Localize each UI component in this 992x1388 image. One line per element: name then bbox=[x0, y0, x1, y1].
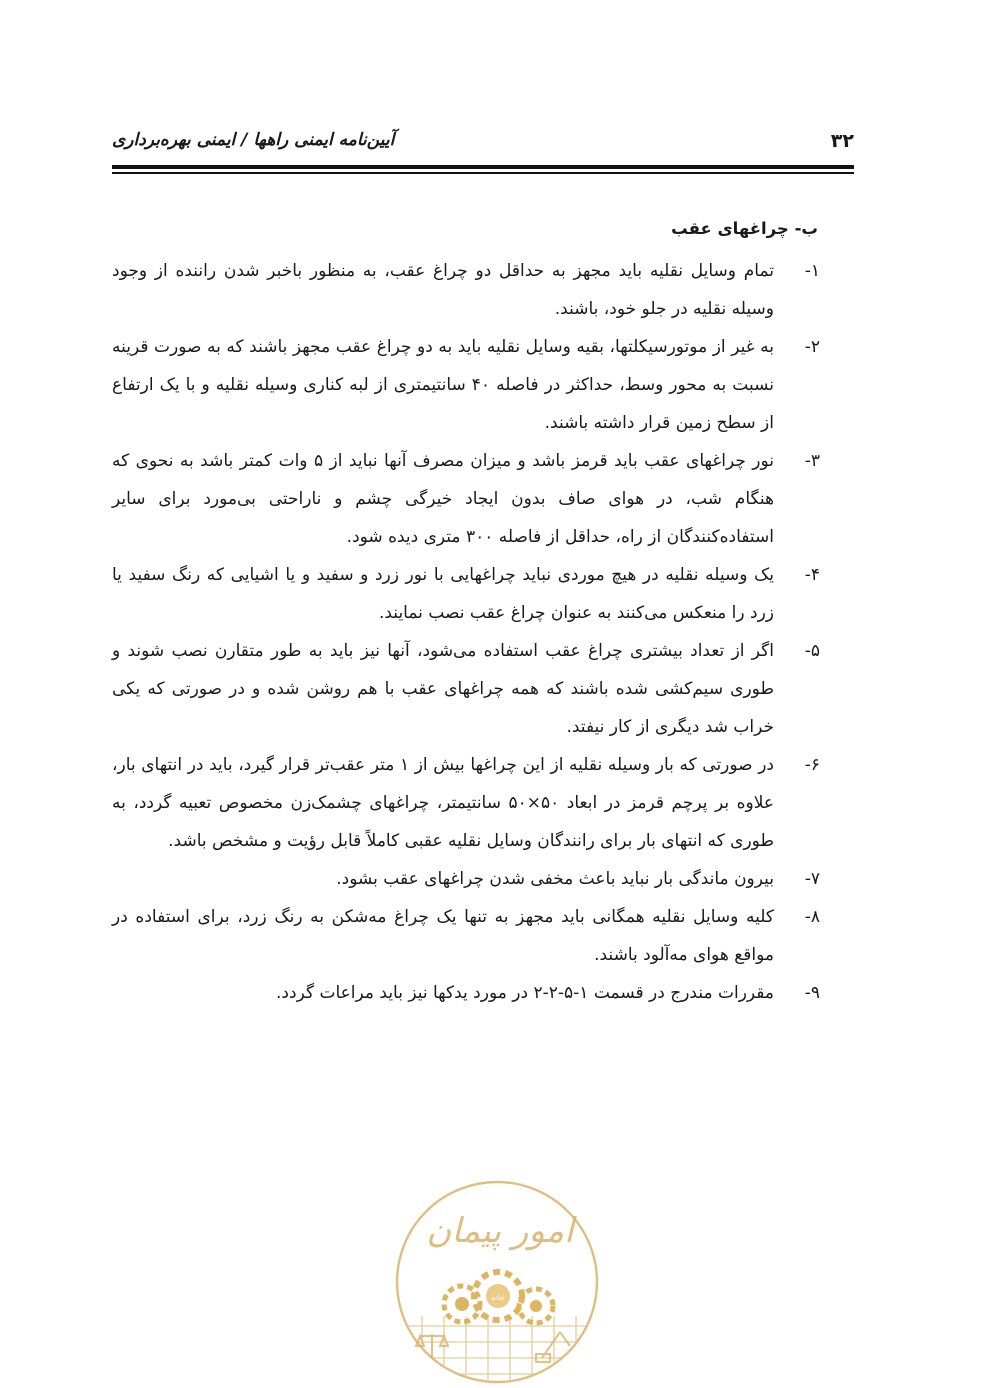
list-item-text: اگر از تعداد بیشتری چراغ عقب استفاده می‌شود، آنها نیز باید به طور متقارن نصب شوند و طوری سیم‌کشی شده باشند که همه چراغهای عقب با هم روشن شده و در صورتی که یکی خراب شد دیگری از کار نیفتد. bbox=[112, 641, 774, 737]
list-item bbox=[112, 632, 820, 746]
watermark-stamp-logo bbox=[392, 1176, 602, 1388]
list-item-number: ۵- bbox=[804, 641, 820, 661]
list-item bbox=[112, 328, 820, 442]
header-rule-thin bbox=[112, 172, 854, 174]
page-content bbox=[112, 212, 820, 1012]
list-item-text: تمام وسایل نقلیه باید مجهز به حداقل دو چراغ عقب، به منظور باخبر شدن راننده از وجود وسیله نقلیه در جلو خود، باشند. bbox=[112, 261, 774, 319]
list-item-text: به غیر از موتورسیکلتها، بقیه وسایل نقلیه باید به دو چراغ عقب مجهز باشند که به صورت قرینه نسبت به محور وسط، حداکثر در فاصله ۴۰ سانتیمتری از لبه کناری وسیله نقلیه و با یک ارتفاع از سطح زمین قرار داشته باشند. bbox=[112, 337, 774, 433]
list-item bbox=[112, 974, 820, 1012]
list-item bbox=[112, 252, 820, 328]
header-rule-thick bbox=[112, 165, 854, 169]
stamp-grid bbox=[392, 1316, 602, 1388]
stamp-text: امور پیمان bbox=[426, 1211, 574, 1251]
list-item-number: ۴- bbox=[804, 565, 820, 585]
list-item-text: کلیه وسایل نقلیه همگانی باید مجهز به تنها یک چراغ مه‌شکن به رنگ زرد، برای استفاده در مواقع هوای مه‌آلود باشند. bbox=[112, 907, 774, 965]
list-item-number: ۷- bbox=[804, 869, 820, 889]
list-item bbox=[112, 442, 820, 556]
list-item-number: ۱- bbox=[804, 261, 820, 281]
list-item-text: یک وسیله نقلیه در هیچ موردی نباید چراغهایی با نور زرد و سفید و یا اشیایی که رنگ سفید یا زرد را منعکس می‌کنند به عنوان چراغ عقب نصب نمایند. bbox=[112, 565, 774, 623]
list-item-text: در صورتی که بار وسیله نقلیه از این چراغها بیش از ۱ متر عقب‌تر قرار گیرد، باید در انتهای بار، علاوه بر پرچم قرمز در ابعاد ۵۰×۵۰ سانتیمتر، چراغهای چشمک‌زن مخصوص تعبیه گردد، به طوری که انتهای بار برای رانندگان وسایل نقلیه عقبی کاملاً قابل رؤیت و مشخص باشد. bbox=[112, 755, 774, 851]
list-item-number: ۹- bbox=[804, 983, 820, 1003]
running-title: آیین‌نامه ایمنی راهها / ایمنی بهره‌برداری bbox=[112, 130, 395, 150]
list-item bbox=[112, 898, 820, 974]
list-item bbox=[112, 746, 820, 860]
list-item bbox=[112, 556, 820, 632]
section-heading: ب- چراغهای عقب bbox=[671, 219, 818, 238]
list-item bbox=[112, 860, 820, 898]
list-item-number: ۸- bbox=[804, 907, 820, 927]
list-item-number: ۶- bbox=[804, 755, 820, 775]
stamp-inner-text: خانه bbox=[491, 1293, 505, 1302]
list-item-text: نور چراغهای عقب باید قرمز باشد و میزان مصرف آنها نباید از ۵ وات کمتر باشد به نحوی که هنگام شب، در هوای صاف بدون ایجاد خیرگی چشم و ناراحتی بی‌مورد برای سایر استفاده‌کنندگان از راه، حداقل از فاصله ۳۰۰ متری دیده شود. bbox=[112, 451, 774, 547]
page-header bbox=[112, 126, 854, 160]
list-item-text: بیرون ماندگی بار نباید باعث مخفی شدن چراغهای عقب بشود. bbox=[336, 869, 774, 889]
page-number: ۳۲ bbox=[830, 130, 854, 152]
list-item-number: ۳- bbox=[804, 451, 820, 471]
list-item-number: ۲- bbox=[804, 337, 820, 357]
list-item-text: مقررات مندرج در قسمت ۱-۵-۲-۲ در مورد یدکها نیز باید مراعات گردد. bbox=[276, 983, 774, 1003]
